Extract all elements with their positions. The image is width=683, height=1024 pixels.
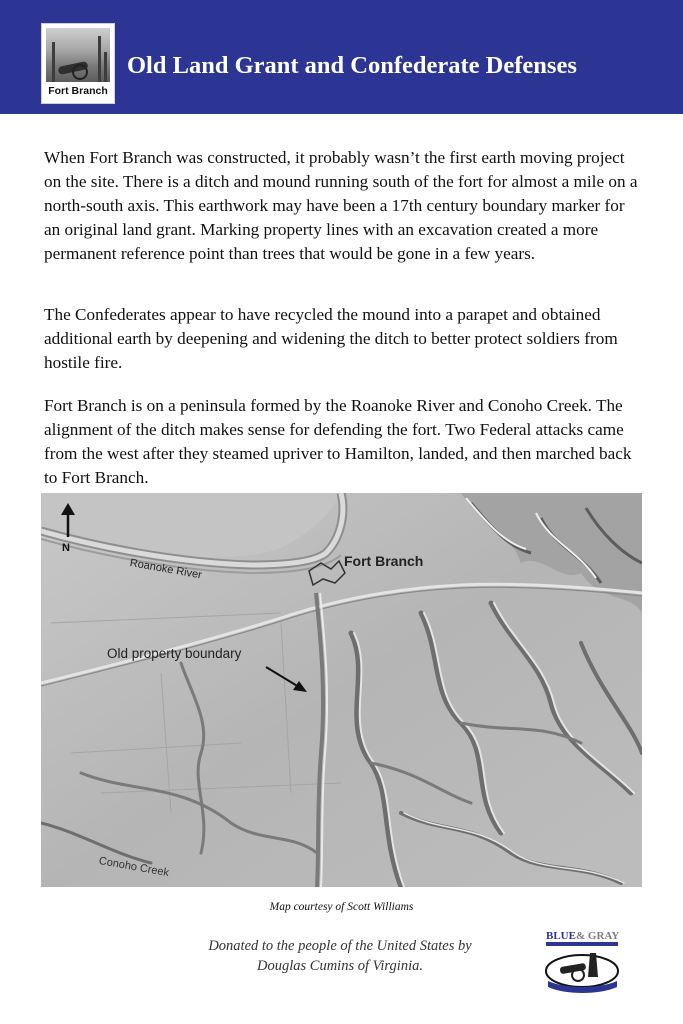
- boundary-label: Old property boundary: [107, 646, 242, 661]
- page-title: Old Land Grant and Confederate Defenses: [127, 52, 577, 79]
- creek-label: Conoho Creek: [97, 855, 170, 880]
- fort-label: Fort Branch: [344, 553, 424, 569]
- blue-and-gray-logo: [540, 925, 625, 995]
- donation-text: [170, 936, 510, 976]
- north-label: N: [62, 542, 70, 554]
- paragraph-2: The Confederates appear to have recycled the mound into a parapet and obtained additional earth by deepening and widening the ditch to better protect soldiers from hostile fire.: [44, 305, 618, 372]
- logo-label: Fort Branch: [48, 85, 108, 97]
- map-caption: Map courtesy of Scott Williams: [269, 901, 414, 913]
- logo-photo: [46, 28, 110, 82]
- lidar-map: [41, 493, 642, 887]
- river-label: Roanoke River: [128, 557, 203, 582]
- header-banner: [0, 0, 683, 114]
- donation-line-2: Douglas Cumins of Virginia.: [257, 958, 423, 974]
- donation-line-1: Donated to the people of the United States by: [208, 938, 472, 954]
- paragraph-3: Fort Branch is on a peninsula formed by the Roanoke River and Conoho Creek. The alignment of the ditch makes sense for defending the fort. Two Federal attacks came from the west after they steamed upriver to Hamilton, landed, and then marched back to Fort Branch.: [44, 396, 632, 487]
- paragraph-1: When Fort Branch was constructed, it probably wasn’t the first earth moving project on the site. There is a ditch and mound running south of the fort for almost a mile on a north-south axis. This earthwork may have been a 17th century boundary marker for an original land grant. Marking property lines with an excavation created a more permanent reference point than trees that would be gone in a few years.: [44, 148, 638, 263]
- svg-text:& GRAY: & GRAY: [576, 930, 620, 942]
- svg-text:BLUE: BLUE: [546, 930, 576, 942]
- fort-branch-logo: [41, 23, 115, 104]
